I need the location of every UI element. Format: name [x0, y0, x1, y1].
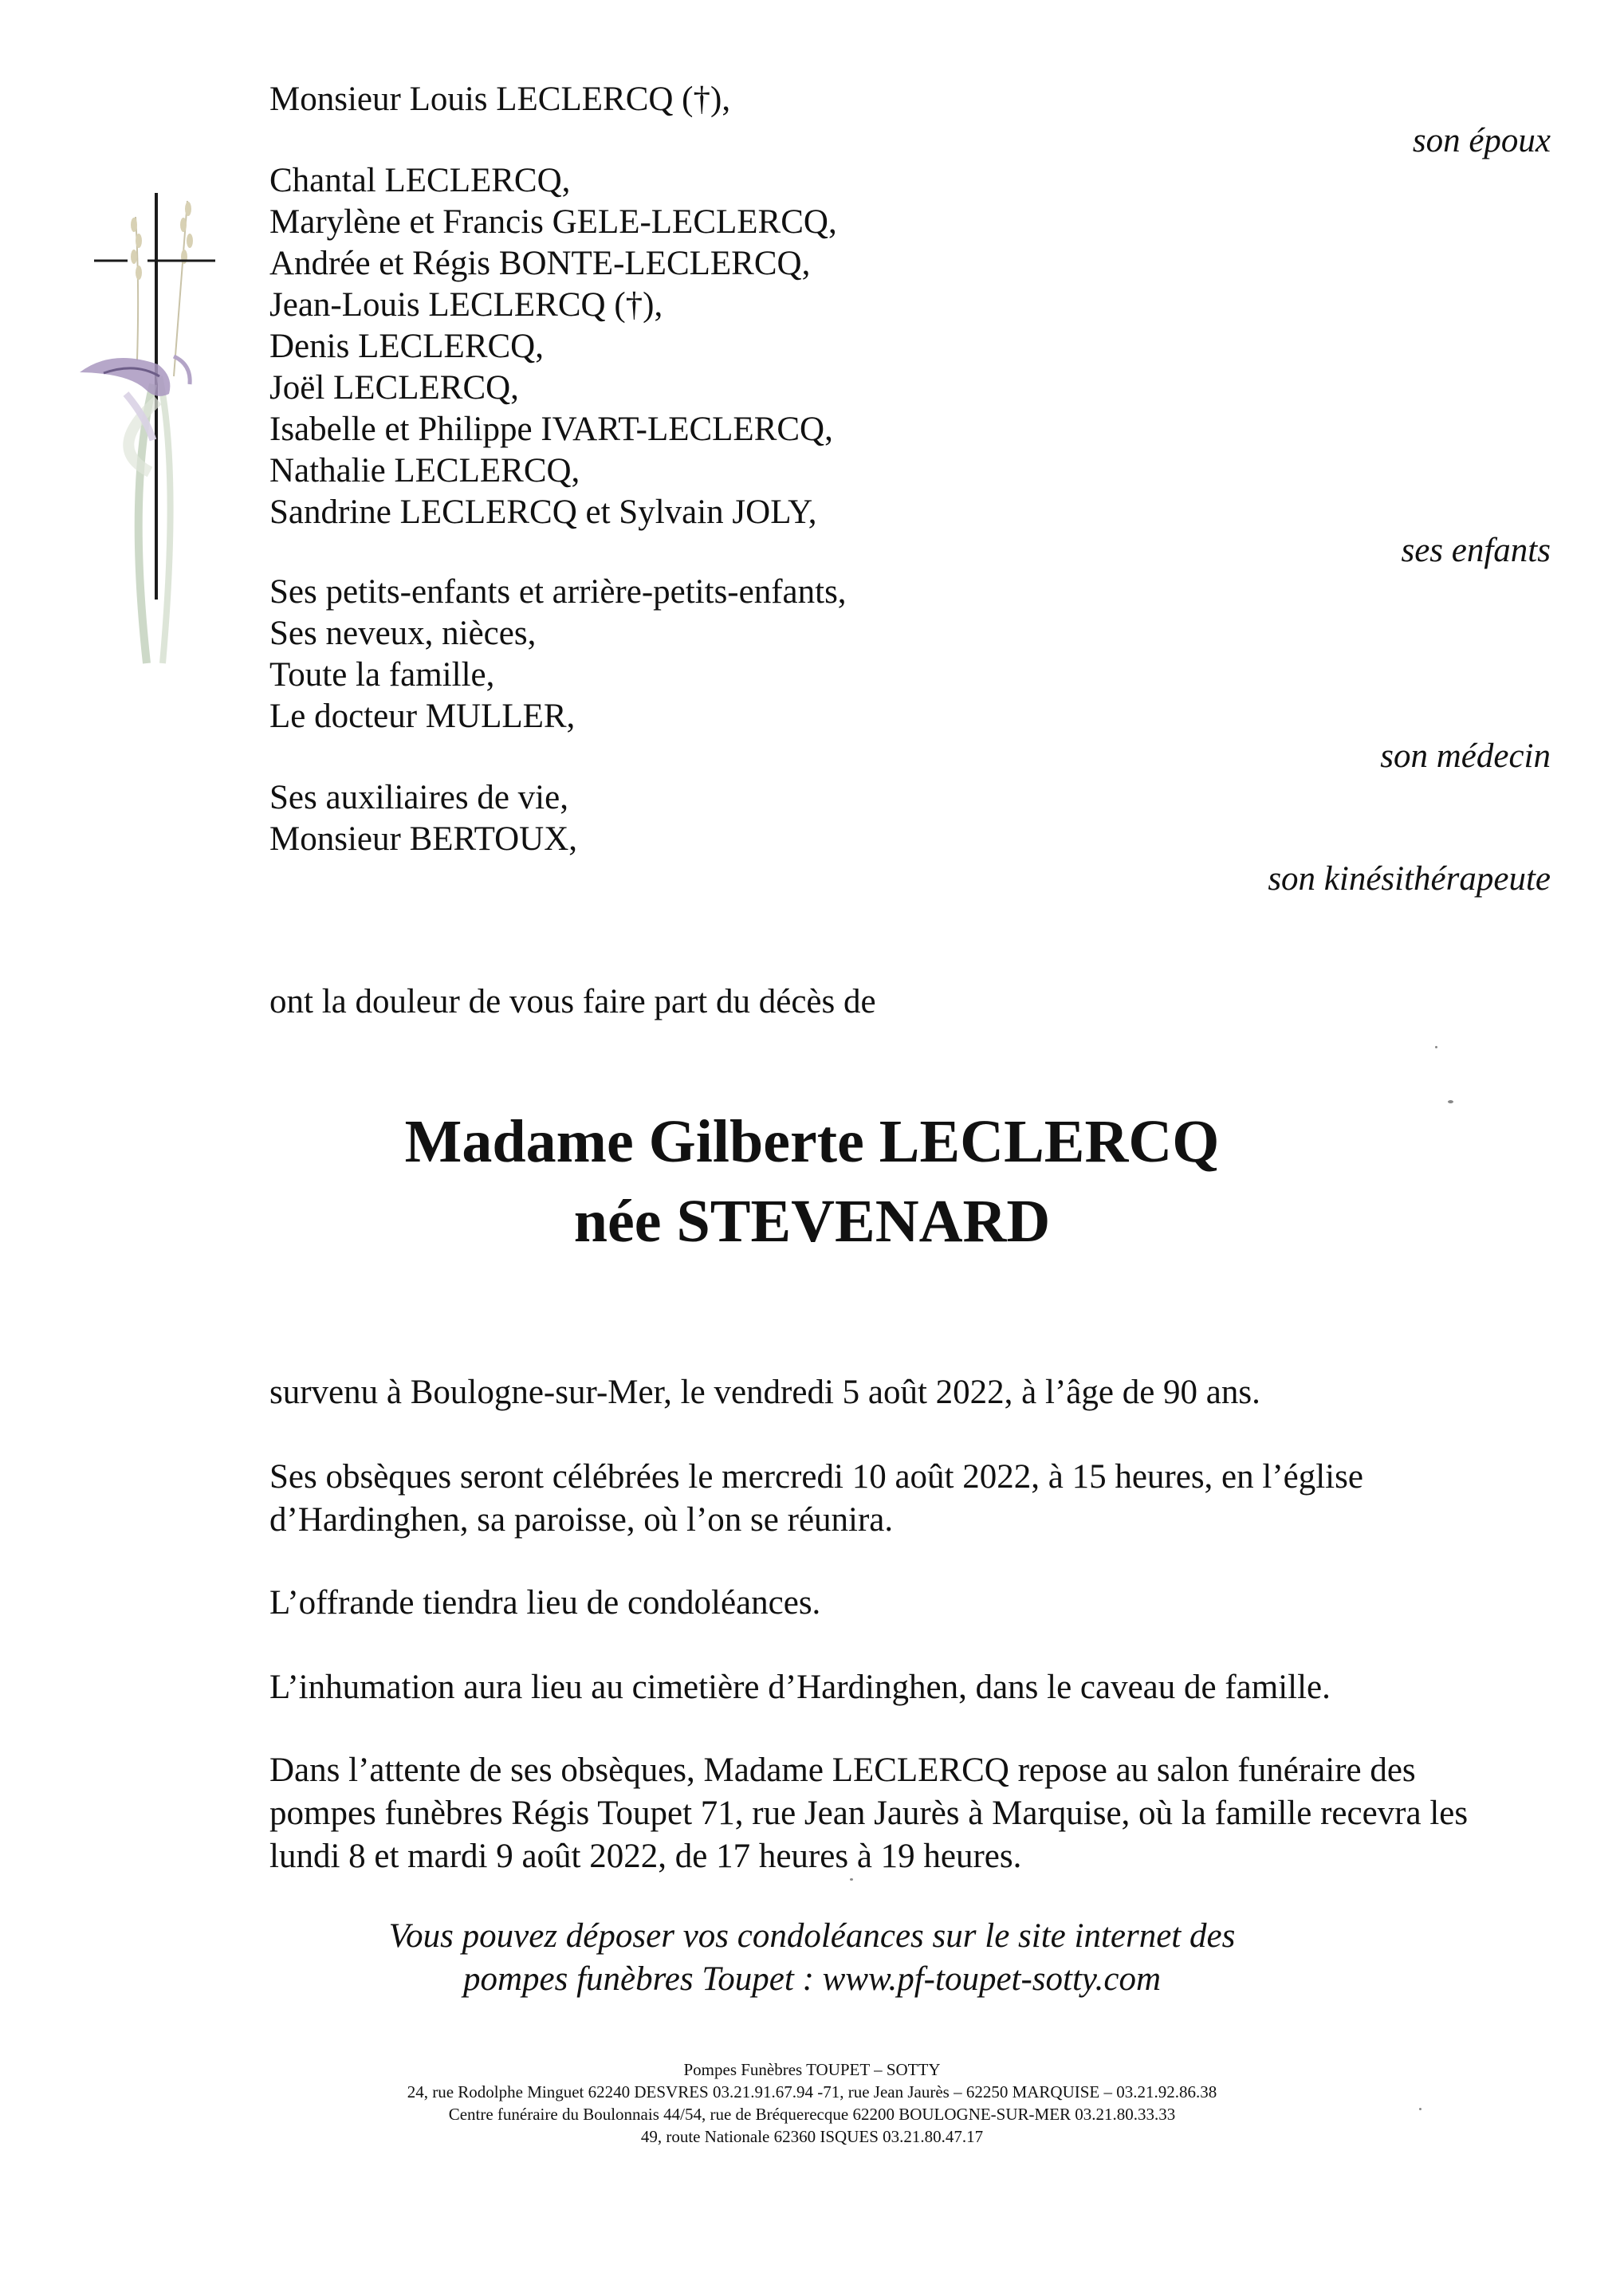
mourner-line: Le docteur MULLER, — [269, 698, 576, 735]
mourner-line: Chantal LECLERCQ, — [269, 162, 571, 199]
role-doctor: son médecin — [1380, 737, 1551, 775]
mourner-line: Denis LECLERCQ, — [269, 328, 544, 365]
funeral-details: d’Hardinghen, sa paroisse, où l’on se réunira. — [269, 1501, 894, 1539]
condolences-note: pompes funèbres Toupet : www.pf-toupet-sotty.com — [462, 1960, 1162, 1998]
role-physio: son kinésithérapeute — [1268, 860, 1551, 898]
mourner-line: Ses petits-enfants et arrière-petits-enfants, — [269, 573, 847, 611]
deceased-name: Madame Gilberte LECLERCQ — [404, 1108, 1220, 1175]
mourner-line: Nathalie LECLERCQ, — [269, 452, 580, 489]
mourner-line: Joël LECLERCQ, — [269, 369, 519, 407]
burial-details: L’inhumation aura lieu au cimetière d’Hardinghen, dans le caveau de famille. — [269, 1669, 1331, 1706]
mourner-line: Ses auxiliaires de vie, — [269, 779, 568, 816]
mourner-line: Monsieur Louis LECLERCQ (†), — [269, 81, 731, 118]
footer-address: 49, route Nationale 62360 ISQUES 03.21.80.47.17 — [640, 2127, 984, 2146]
mourner-line: Ses neveux, nièces, — [269, 615, 537, 652]
condolences-note: Vous pouvez déposer vos condoléances sur le site internet des — [388, 1917, 1236, 1955]
scan-speck — [850, 1878, 853, 1881]
mourner-line: Marylène et Francis GELE-LECLERCQ, — [269, 203, 837, 241]
announcement-line: ont la douleur de vous faire part du décès de — [269, 983, 876, 1020]
visitation-details: lundi 8 et mardi 9 août 2022, de 17 heures à 19 heures. — [269, 1838, 1022, 1875]
visitation-details: Dans l’attente de ses obsèques, Madame LECLERCQ repose au salon funéraire des — [269, 1751, 1416, 1789]
visitation-details: pompes funèbres Régis Toupet 71, rue Jean Jaurès à Marquise, où la famille recevra les — [269, 1795, 1469, 1832]
deceased-maiden-name: née STEVENARD — [573, 1188, 1051, 1255]
mourner-line: Toute la famille, — [269, 656, 495, 694]
funeral-details: Ses obsèques seront célébrées le mercredi 10 août 2022, à 15 heures, en l’église — [269, 1458, 1363, 1496]
footer-address: 24, rue Rodolphe Minguet 62240 DESVRES 03.21.91.67.94 -71, rue Jean Jaurès – 62250 MARQUISE – 03.21.92.86.38 — [407, 2082, 1217, 2101]
scan-speck — [1435, 1046, 1437, 1048]
mourner-line: Jean-Louis LECLERCQ (†), — [269, 286, 663, 324]
mourner-line: Monsieur BERTOUX, — [269, 820, 578, 858]
footer-company: Pompes Funèbres TOUPET – SOTTY — [683, 2060, 941, 2079]
scan-speck — [1448, 1100, 1453, 1103]
role-children: ses enfants — [1401, 532, 1551, 569]
scan-speck — [1419, 2108, 1421, 2110]
role-spouse: son époux — [1412, 122, 1551, 159]
mourner-line: Isabelle et Philippe IVART-LECLERCQ, — [269, 411, 833, 448]
offering-note: L’offrande tiendra lieu de condoléances. — [269, 1584, 821, 1622]
footer-address: Centre funéraire du Boulonnais 44/54, rue de Bréquerecque 62200 BOULOGNE-SUR-MER 03.21.80.33.33 — [448, 2105, 1176, 2124]
cross-with-calla-lily-icon — [80, 185, 239, 679]
death-details: survenu à Boulogne-sur-Mer, le vendredi 5 août 2022, à l’âge de 90 ans. — [269, 1374, 1260, 1411]
mourner-line: Sandrine LECLERCQ et Sylvain JOLY, — [269, 493, 817, 531]
mourner-line: Andrée et Régis BONTE-LECLERCQ, — [269, 245, 811, 282]
